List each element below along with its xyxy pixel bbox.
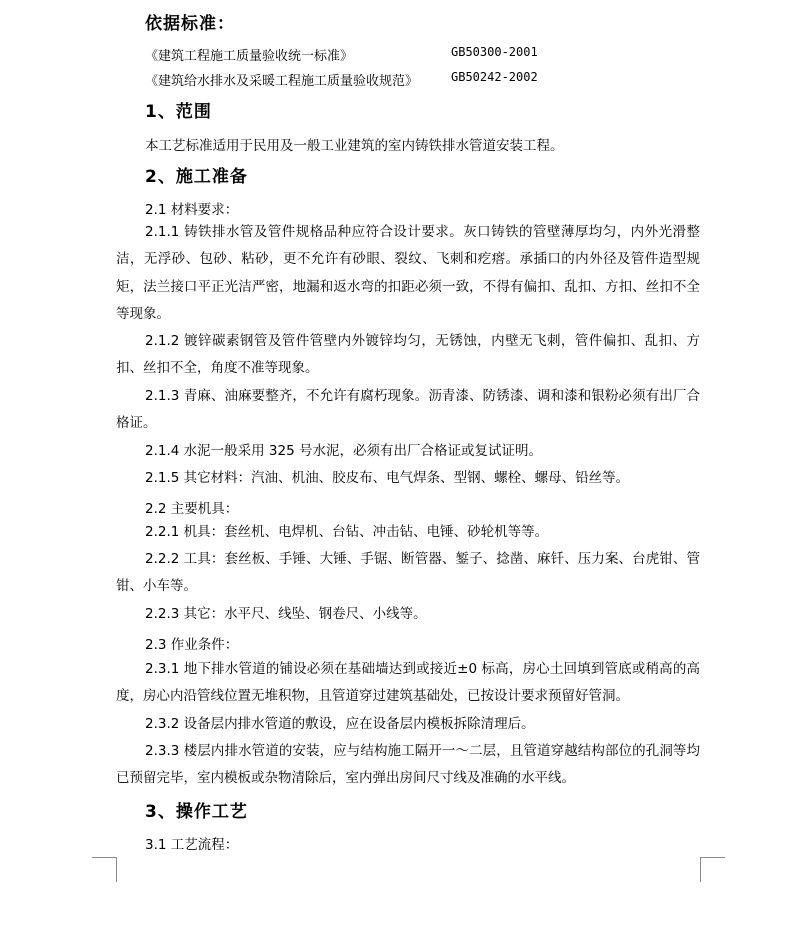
paragraph-2-1-4: 2.1.4 水泥一般采用 325 号水泥，必须有出厂合格证或复试证明。 <box>145 443 542 459</box>
subsection-2-1: 2.1 材料要求： <box>145 202 239 218</box>
subsection-3-1: 3.1 工艺流程： <box>145 837 239 853</box>
paragraph-2-2-1: 2.2.1 机具：套丝机、电焊机、台钻、冲击钻、电锤、砂轮机等等。 <box>145 524 549 540</box>
basis-heading: 依据标准： <box>145 14 235 34</box>
paragraph-2-1-3: 2.1.3 青麻、油麻要整齐，不允许有腐朽现象。沥青漆、防锈漆、调和漆和银粉必须有出厂合格证。 <box>116 388 700 432</box>
paragraph-2-3-2: 2.3.2 设备层内排水管道的敷设，应在设备层内模板拆除清理后。 <box>145 716 535 732</box>
standard-code: GB50300-2001 <box>451 45 538 59</box>
standard-line <box>145 45 538 64</box>
section-1-title: 1、范围 <box>145 102 212 122</box>
page-margin-corner-left <box>92 857 117 882</box>
subsection-2-3: 2.3 作业条件： <box>145 637 239 653</box>
paragraph-2-3-1: 2.3.1 地下排水管道的铺设必须在基础墙达到或接近±0 标高，房心土回填到管底或稍高的高度，房心内沿管线位置无堆积物，且管道穿过建筑基础处，已按设计要求预留好管洞。 <box>116 661 700 705</box>
paragraph-2-1-2: 2.1.2 镀锌碳素钢管及管件管壁内外镀锌均匀，无锈蚀，内壁无飞刺，管件偏扣、乱扣、方扣、丝扣不全，角度不准等现象。 <box>116 333 700 377</box>
paragraph-2-2-3: 2.2.3 其它：水平尺、线坠、钢卷尺、小线等。 <box>145 606 427 622</box>
paragraph-2-2-2: 2.2.2 工具：套丝板、手锤、大锤、手锯、断管器、錾子、捻凿、麻钎、压力案、台虎钳、管钳、小车等。 <box>116 551 700 595</box>
standard-name: 《建筑给水排水及采暖工程施工质量验收规范》 <box>145 74 419 89</box>
standard-name: 《建筑工程施工质量验收统一标准》 <box>145 49 354 64</box>
section-2-title: 2、施工准备 <box>145 167 248 187</box>
section-3-title: 3、操作工艺 <box>145 802 248 822</box>
paragraph-2-3-3: 2.3.3 楼层内排水管道的安装，应与结构施工隔开一～二层，且管道穿越结构部位的孔洞等均已预留完毕，室内模板或杂物清除后，室内弹出房间尺寸线及准确的水平线。 <box>116 743 700 787</box>
page-margin-corner-right <box>700 857 725 882</box>
paragraph-2-1-1: 2.1.1 铸铁排水管及管件规格品种应符合设计要求。灰口铸铁的管壁薄厚均匀，内外光滑整洁，无浮砂、包砂、粘砂，更不允许有砂眼、裂纹、飞刺和疙瘩。承插口的内外径及管件造型规矩，法兰接口平正光洁严密，地漏和返水弯的扣距必须一致，不得有偏扣、乱扣、方扣、丝扣不全等现象。 <box>116 224 700 323</box>
subsection-2-2: 2.2 主要机具： <box>145 501 239 517</box>
standard-line <box>145 70 538 89</box>
section-1-body: 本工艺标准适用于民用及一般工业建筑的室内铸铁排水管道安装工程。 <box>145 138 564 154</box>
standard-code: GB50242-2002 <box>451 70 538 84</box>
paragraph-2-1-5: 2.1.5 其它材料：汽油、机油、胶皮布、电气焊条、型钢、螺栓、螺母、铅丝等。 <box>145 470 630 486</box>
